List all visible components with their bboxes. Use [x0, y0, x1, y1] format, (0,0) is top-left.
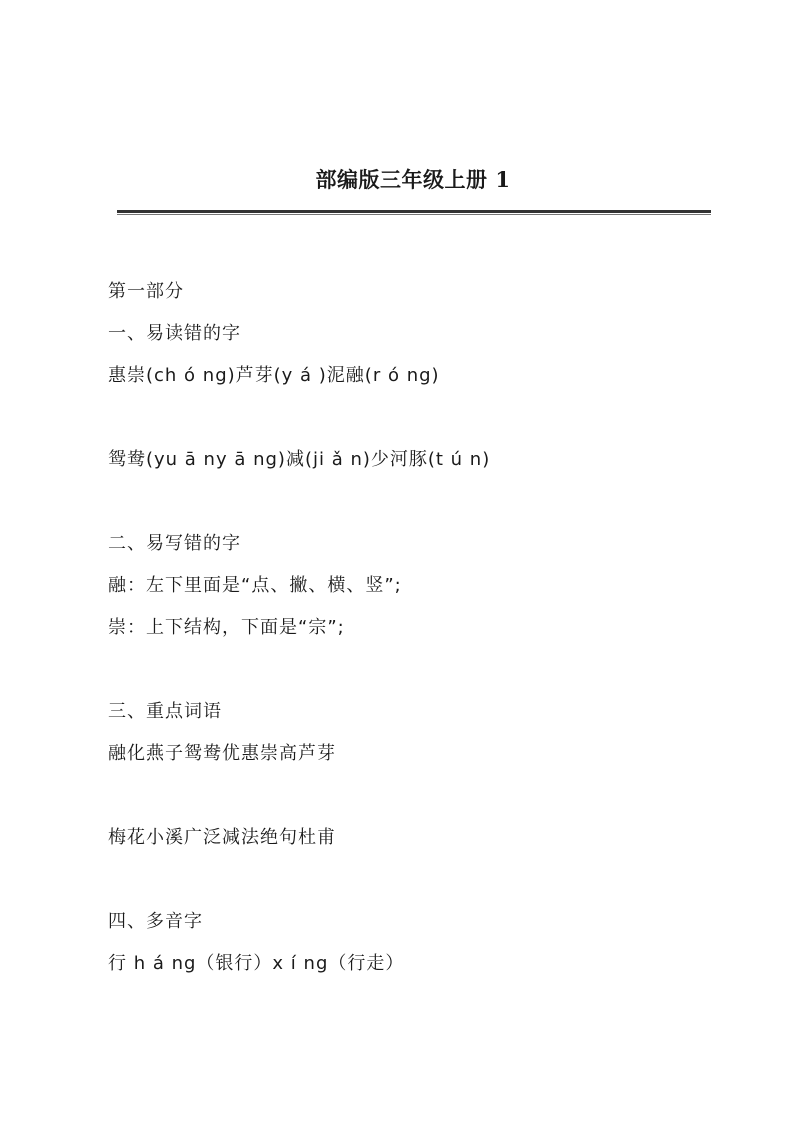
section-heading-miswritten-chars: 二、易写错的字	[108, 533, 241, 554]
part-heading: 第一部分	[108, 281, 184, 302]
key-words-line-2: 梅花小溪广泛减法绝句杜甫	[108, 827, 336, 848]
pinyin-line-1: 惠崇(ch ó ng)芦芽(y á )泥融(r ó ng)	[108, 365, 440, 386]
section-heading-misread-chars: 一、易读错的字	[108, 323, 241, 344]
polyphonic-line-xing: 行 h á ng（银行）x í ng（行走）	[108, 953, 405, 974]
section-heading-key-words: 三、重点词语	[108, 701, 222, 722]
title-divider	[117, 210, 711, 215]
key-words-line-1: 融化燕子鸳鸯优惠崇高芦芽	[108, 743, 336, 764]
section-heading-polyphonic: 四、多音字	[108, 911, 203, 932]
char-note-rong: 融：左下里面是“点、撇、横、竖”;	[108, 575, 402, 596]
char-note-chong: 崇：上下结构，下面是“宗”;	[108, 617, 345, 638]
pinyin-line-2: 鸳鸯(yu ā ny ā ng)减(ji ǎ n)少河豚(t ú n)	[108, 449, 491, 470]
document-title: 部编版三年级上册 1	[315, 167, 511, 192]
